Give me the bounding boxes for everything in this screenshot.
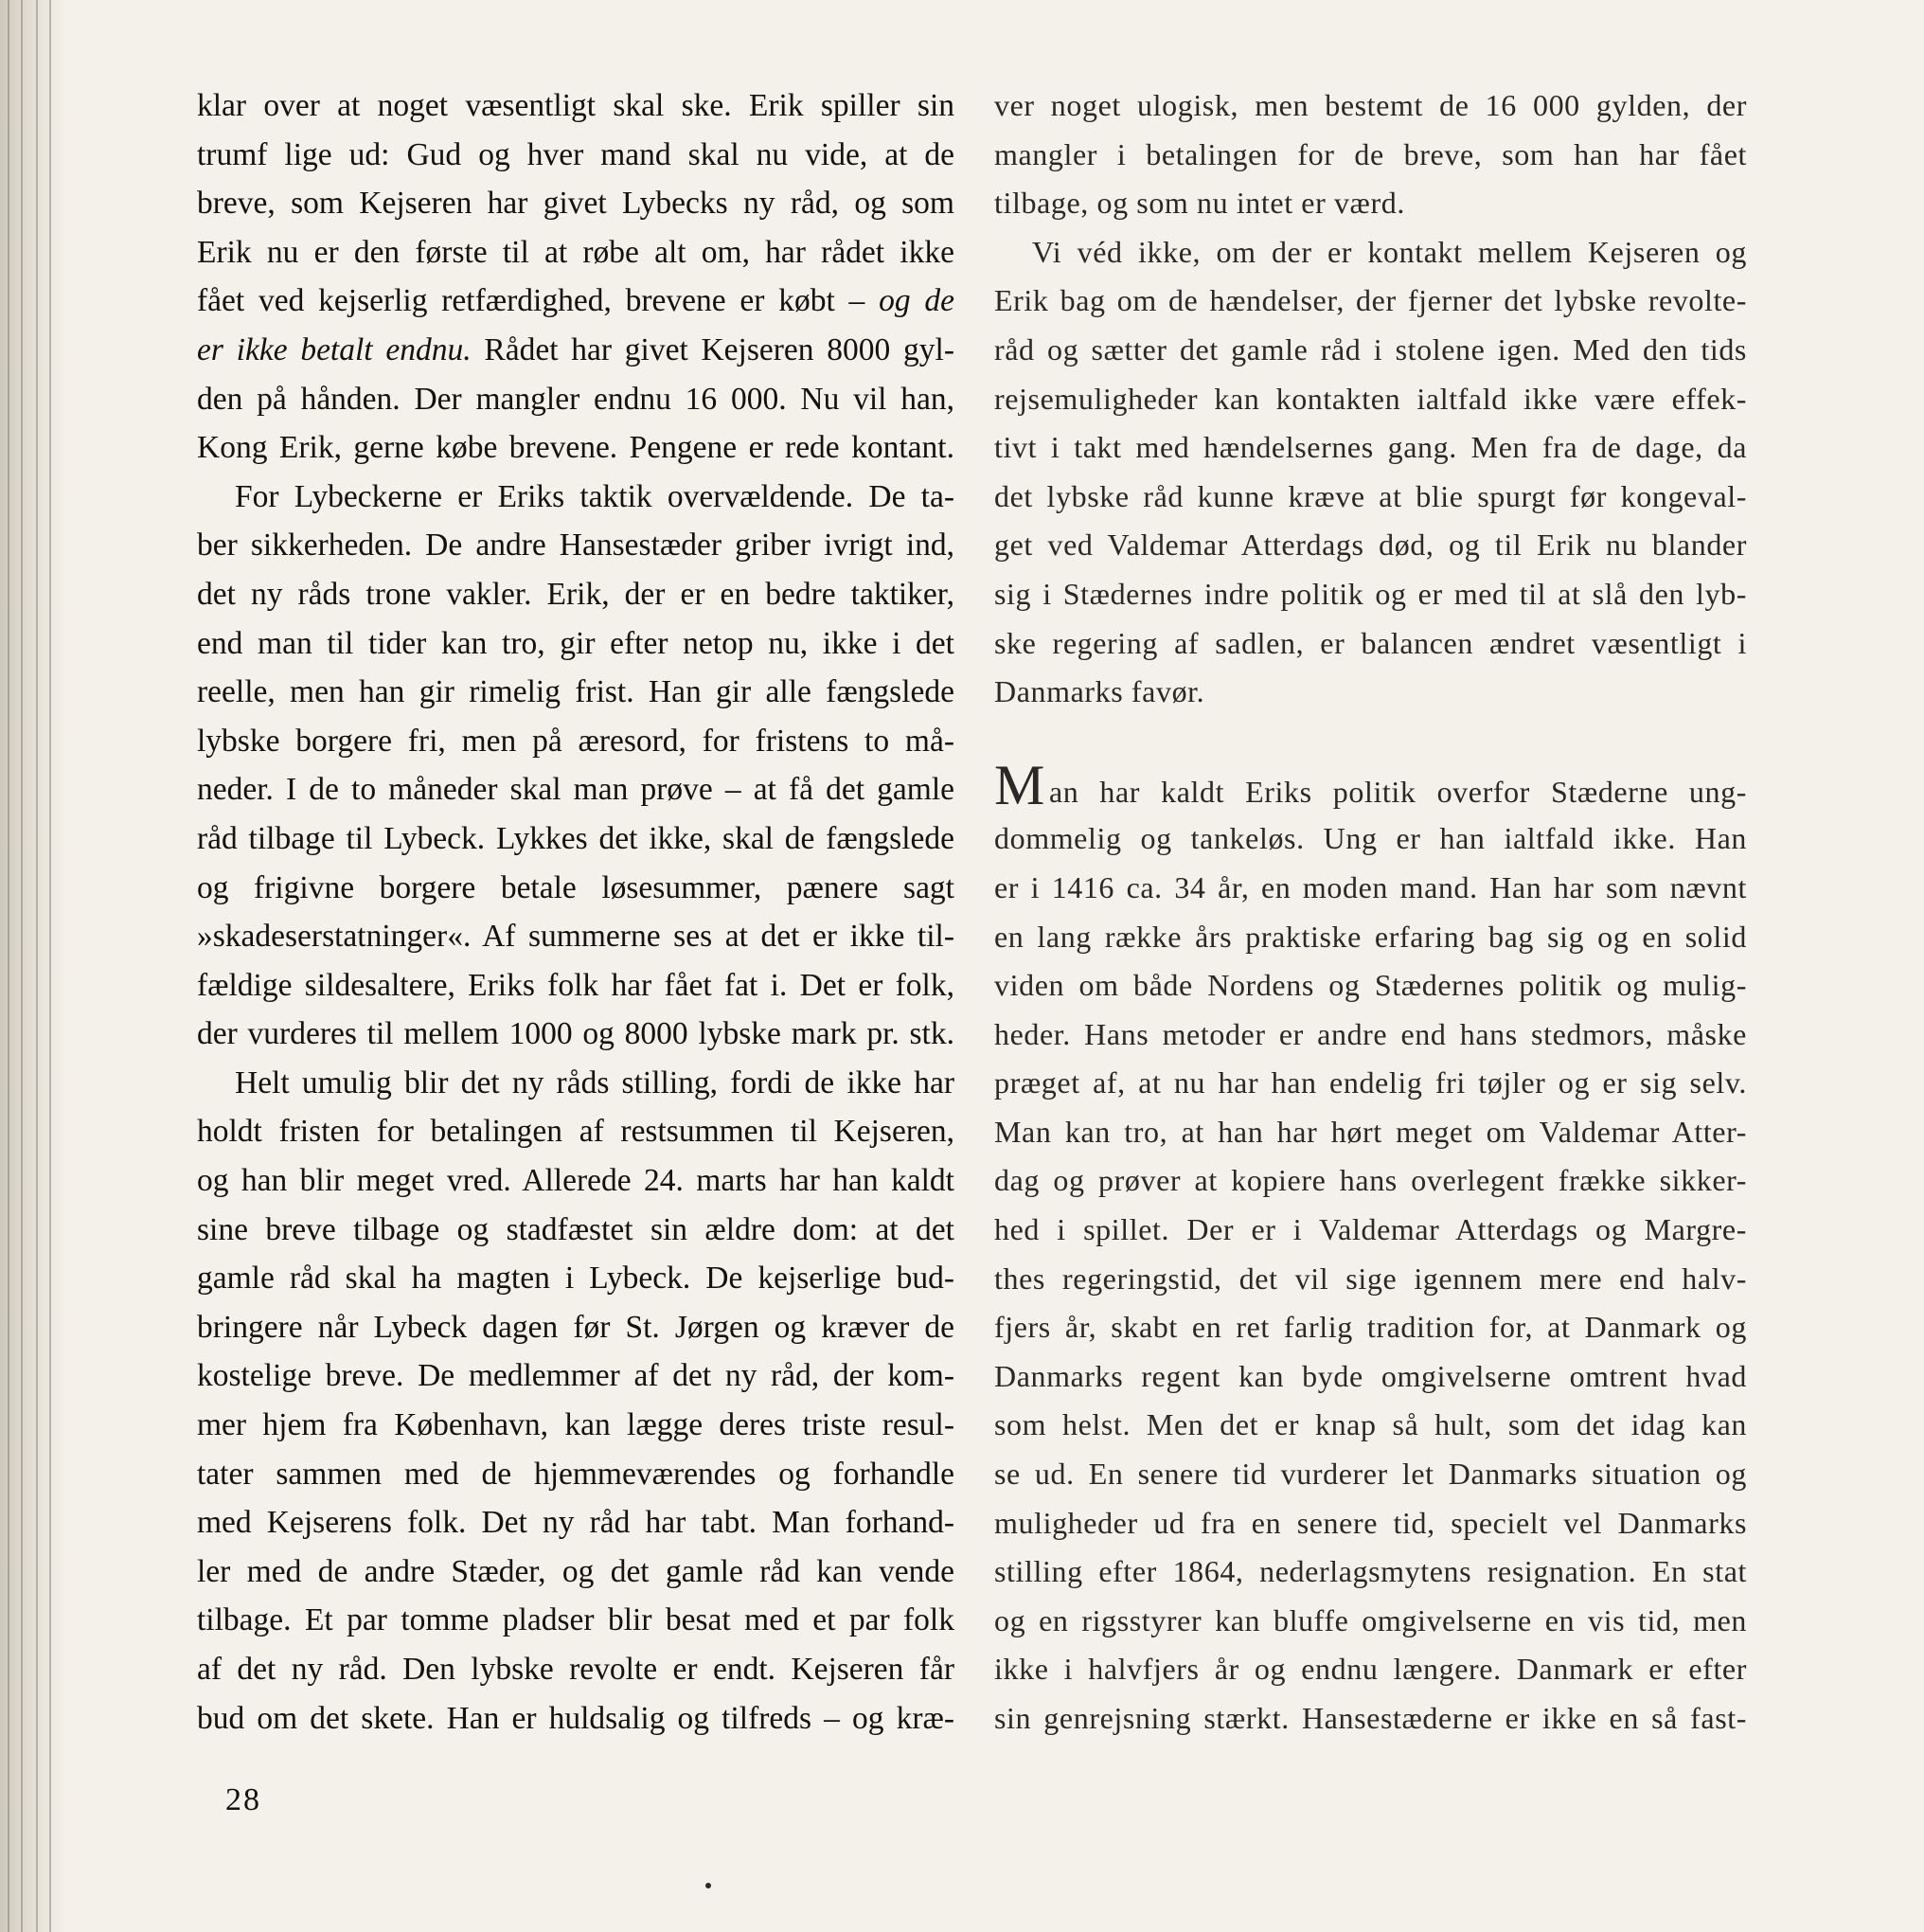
text-line: mangler i betalingen for de breve, som han har fået [994,136,1747,171]
text-line: trumf lige ud: Gud og hver mand skal nu vide, at de [197,136,954,172]
text-line: er i 1416 ca. 34 år, en moden mand. Han har som nævnt [994,869,1747,904]
text-line: viden om både Nordens og Stædernes politik og mulig- [994,968,1747,1003]
text-fragment: an har kaldt Eriks politik overfor Stæderne ung- [1048,774,1747,809]
text-line: og han blir meget vred. Allerede 24. marts har han kaldt [197,1163,954,1199]
text-line: end man til tider kan tro, gir efter netop nu, ikke i det [197,625,954,661]
text-line: klar over at noget væsentligt skal ske. Erik spiller sin [197,88,954,123]
text-line: tilbage. Et par tomme pladser blir besat med et par folk [197,1602,954,1638]
page-edge-line [49,0,51,1932]
page-edge-line [36,0,38,1932]
text-line: thes regeringstid, det vil sige igennem mere end halv- [994,1261,1747,1296]
text-line: Danmarks regent kan byde omgivelserne omtrent hvad [994,1358,1747,1393]
italic-text: og de [879,283,954,319]
text-line: lybske borgere fri, men på æresord, for fristens to må- [197,723,954,759]
text-line: dag og prøver at kopiere hans overlegent frække sikker- [994,1163,1747,1198]
text-line: er ikke betalt endnu. Rådet har givet Kejseren 8000 gyl- [197,331,954,367]
text-line: sin genrejsning stærkt. Hansestæderne er ikke en så fast- [994,1701,1747,1735]
text-line: ber sikkerheden. De andre Hansestæder griber ivrigt ind, [197,528,954,564]
text-line: fjers år, skabt en ret farlig tradition for, at Danmark og [994,1310,1747,1345]
text-line: Man kan tro, at han har hørt meget om Valdemar Atter- [994,1114,1747,1149]
text-line: sine breve tilbage og stadfæstet sin ældre dom: at det [197,1211,954,1247]
text-line: som helst. Men det er knap så hult, som det idag kan [994,1407,1747,1442]
text-line: og frigivne borgere betale løsesummer, pænere sagt [197,869,954,905]
text-line: Erik bag om de hændelser, der fjerner det lybske revolte- [994,283,1747,318]
text-line: råd tilbage til Lybeck. Lykkes det ikke, skal de fængslede [197,820,954,856]
book-page [66,0,1924,1932]
text-line: dommelig og tankeløs. Ung er han ialtfald ikke. Han [994,821,1747,856]
text-line: råd og sætter det gamle råd i stolene igen. Med den tids [994,331,1747,367]
text-line: præget af, at nu har han endelig fri tøjler og er sig selv. [994,1065,1747,1100]
print-mark-dot [705,1883,711,1888]
page-edge-line [21,0,23,1932]
text-line: det ny råds trone vakler. Erik, der er en bedre taktiker, [197,576,954,612]
text-line: tivt i takt med hændelsernes gang. Men fra de dage, da [994,430,1747,465]
text-line: den på hånden. Der mangler endnu 16 000. Nu vil han, [197,381,954,417]
text-line: af det ny råd. Den lybske revolte er endt. Kejseren får [197,1652,954,1687]
book-spine-shadow [0,0,66,1932]
text-line: se ud. En senere tid vurderer let Danmarks situation og [994,1457,1747,1492]
text-line: bringere når Lybeck dagen før St. Jørgen og kræver de [197,1309,954,1345]
text-line: neder. I de to måneder skal man prøve – at få det gamle [197,772,954,808]
section-start-line [994,753,1747,816]
text-line: en lang række års praktiske erfaring bag sig og en solid [994,919,1747,954]
text-line: mer hjem fra København, kan lægge deres triste resul- [197,1407,954,1443]
text-line: heder. Hans metoder er andre end hans stedmors, måske [994,1016,1747,1051]
text-line: »skadeserstatninger«. Af summerne ses at det er ikke til- [197,919,954,955]
text-line: get ved Valdemar Atterdags død, og til Erik nu blander [994,528,1747,563]
page-number: 28 [225,1782,261,1817]
text-line: rejsemuligheder kan kontakten ialtfald ikke være effek- [994,381,1747,416]
text-line: Kong Erik, gerne købe brevene. Pengene er rede kontant. [197,430,954,466]
text-line: med Kejserens folk. Det ny råd har tabt. Man forhand- [197,1505,954,1541]
right-column [994,81,1747,1744]
text-line: reelle, men han gir rimelig frist. Han gir alle fængslede [197,674,954,710]
text-line: det lybske råd kunne kræve at blie spurgt før kongeval- [994,478,1747,513]
left-column [197,81,954,1743]
text-line: og en rigsstyrer kan bluffe omgivelserne en vis tid, men [994,1602,1747,1637]
text-line: fældige sildesaltere, Eriks folk har fået fat i. Det er folk, [197,967,954,1003]
text-line: hed i spillet. Der er i Valdemar Atterdags og Margre- [994,1212,1747,1247]
text-line: sig i Stædernes indre politik og er med til at slå den lyb- [994,576,1747,611]
text-line: Danmarks favør. [994,674,1205,709]
text-line: ler med de andre Stæder, og det gamle råd kan vende [197,1553,954,1589]
text-line: ver noget ulogisk, men bestemt de 16 000 gylden, der [994,88,1747,122]
paragraph-start-line: Helt umulig blir det ny råds stilling, fordi de ikke har [235,1064,954,1100]
text-line: bud om det skete. Han er huldsalig og tilfreds – og kræ- [197,1700,954,1736]
text-line: gamle råd skal ha magten i Lybeck. De kejserlige bud- [197,1261,954,1297]
text-line: der vurderes til mellem 1000 og 8000 lybske mark pr. stk. [197,1016,954,1052]
text-line: Erik nu er den første til at røbe alt om, har rådet ikke [197,234,954,270]
text-line: breve, som Kejseren har givet Lybecks ny råd, og som [197,186,954,222]
text-line: stilling efter 1864, nederlagsmytens resignation. En stat [994,1554,1747,1589]
text-line: tater sammen med de hjemmeværendes og forhandle [197,1456,954,1492]
text-line: kostelige breve. De medlemmer af det ny råd, der kom- [197,1358,954,1394]
page-edge-line [8,0,9,1932]
text-line: ikke i halvfjers år og endnu længere. Danmark er efter [994,1652,1747,1687]
text-line: tilbage, og som nu intet er værd. [994,186,1405,221]
text-line: ske regering af sadlen, er balancen ændret væsentligt i [994,625,1747,660]
drop-cap: M [994,753,1045,816]
paragraph-start-line: For Lybeckerne er Eriks taktik overvældende. De ta- [235,478,954,514]
paragraph-start-line: Vi véd ikke, om der er kontakt mellem Kejseren og [1032,234,1747,269]
text-line: holdt fristen for betalingen af restsummen til Kejseren, [197,1114,954,1150]
text-line: muligheder ud fra en senere tid, specielt vel Danmarks [994,1505,1747,1540]
italic-text: er ikke betalt endnu. [197,331,472,367]
text-line: fået ved kejserlig retfærdighed, brevene er købt – og de [197,283,954,319]
section-break [994,717,1747,766]
